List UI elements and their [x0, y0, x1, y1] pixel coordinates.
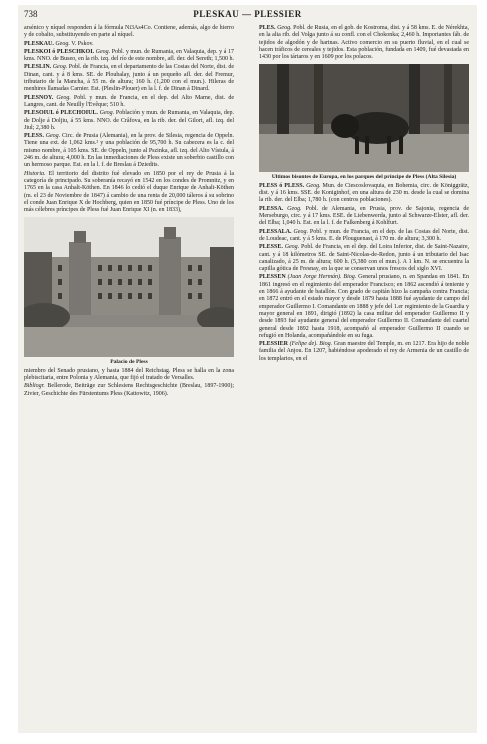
encyclopedia-page — [18, 5, 477, 733]
bison-figure — [259, 64, 469, 180]
entry-headword: PLESOIUL ó PLECHOIUL. — [24, 110, 98, 117]
left-entries-after-figure — [24, 368, 234, 398]
dictionary-entry — [259, 183, 469, 205]
entry-text: Bellerode, Beiträge zur Schlesiens Rechtsgeschichte (Breslau, 1897-1900); Zivier, Geschichte des Fürstentums Pless (Kattowitz, 1906). — [24, 383, 235, 397]
dictionary-entry — [24, 171, 234, 215]
entry-headword: PLESS ó PLESS. — [259, 182, 305, 189]
entry-category: Geog. — [52, 64, 68, 71]
dictionary-entry — [259, 25, 469, 61]
palace-caption: Palacio de Pless — [110, 359, 148, 366]
page-number: 738 — [24, 9, 38, 19]
entry-headword: PLESNOY. — [24, 94, 54, 101]
dictionary-entry — [24, 64, 234, 93]
entry-headword: PLESS. — [24, 133, 44, 140]
entry-headword: PLESSEN — [259, 274, 286, 281]
entry-category: Geog. — [55, 40, 70, 47]
dictionary-entry — [24, 41, 234, 48]
entry-headword: PLESSALA. — [259, 228, 292, 235]
entry-text: Pobl. y mun. de Francia, en el dep. de las Costas del Norte, dist. de Loudeac, cant. y á 5 kms. E. de Plouguenast, á 170 m. de altura; 3,300 h. — [259, 228, 469, 242]
dictionary-entry — [24, 368, 234, 383]
palace-figure — [24, 217, 234, 365]
entry-category: Bibliogr. — [24, 383, 45, 390]
bison-photo — [259, 64, 469, 172]
entry-headword: PLESSIER — [259, 341, 289, 348]
entry-category: Geog. — [45, 133, 61, 140]
entry-text: General prusiano, n. en Spandau en 1841. En 1861 ingresó en el regimiento del emperador Francisco; en 1862 ascendió á teniente y en 1866 á ayudante de batallón. Con grado de capitán hizo la campaña contra Francia; en 1872 entró en el estado mayor y desde 1879 hasta 1888 fué ayudante de campo del emperador Guillermo I. Comandante en 1888 y jefe del 1.er regimiento de la Guardia y mayor general en 1891, dirigió (1892) la casa militar del emperador Guillermo II y desde 1893 fué ayudante general del emperador Guillermo II. Comandante del cuartel general desde 1892 hasta 1918, acompañó al emperador Guillermo II cuando se refugió en Holanda, acompañándole en su fuga. — [259, 274, 470, 339]
entry-text: Pobl. de Francia, en el departamento de las Costas del Norte, dist. de Dinan, cant. y á 8 kms. SE. de Ploubalay, junto á un pequeño afl. der. del Fremur, tributario de la Mancha, á 55 m. de altura; 160 h. (1,200 con el mun.). Hileras de menhires llamadas Carnier. Est. (Pleslin-Plouer) en la l. f. de Dinan á Dinard. — [24, 64, 235, 93]
dictionary-entry — [259, 274, 469, 340]
entry-text: Pobl. y mun. de Francia, en el dep. del Alto Marne, dist. de Langres, cant. de Neuilly l'Evêque; 510 h. — [24, 94, 235, 108]
entry-text: miembro del Senado prusiano, y hasta 1884 del Reichstag. Pless se halla en la zona plebiscitaria, entre Polonia y Alemania, que fijó el tratado de Versalles. — [24, 367, 234, 382]
dictionary-entry — [259, 206, 469, 228]
entry-text: Pobl. de Francia, en el dep. del Loira Inferior, dist. de Saint-Nazaire, cant. y á 18 kilómetros SE. de Saint-Nicolas-de-Redon, junto á un tributario del Isac canalizado, á 25 m. de altura; 600 h. (5,380 con el mun.). A 1 km. N. se encuentra la capilla gótica de Fresnay, en la que se conservan unos frescos del siglo XVI. — [259, 244, 470, 273]
entry-text: Pobl. y mun. de Rumania, en Valaquia, dep. y á 17 kms. NNO. de Buseo, en la rib. izq. del río de este nombre, afl. der. del Sereth; 1,500 h. — [24, 48, 234, 63]
running-head: PLESKAU — PLESSIER — [193, 9, 302, 19]
entry-headword: PLESLIN. — [24, 64, 52, 71]
entry-text: Mun. de Ciescoslovaquia, en Bohemia, circ. de Königgrätz, dist. y á 16 kms. SSE. de Koniginhof, en una altura de 230 m. desde la cual se domina la rib. der. del Elba; 1,780 h. (con centros poblaciones). — [259, 182, 470, 204]
entry-text: Circ. de Prusia (Alemania), en la prov. de Silesia, regencia de Oppeln. Tiene una ext. de 1,062 kms.² y una población de 95,700 h. Su cabecera es la c. del mismo nombre, á 105 kms. SE. de Oppeln, junto al Pszinka, afl. izq. del Alto Vístula, á 246 m. de altura; 4,000 h. En las inmediaciones de Pless existe un soberbio castillo con un hermoso parque. Est. en la l. f. de Breslau á Dziedits. — [24, 133, 234, 169]
page-header — [24, 9, 471, 23]
entry-text: Pobl. de Rusia, en el gob. de Kostroma, dist. y á 58 kms. E. de Nérekhta, en la alta rib. del Volga junto á su confl. con el Chokonka; 2,460 h. Importantes fáb. de tejidos de algodón y de harinas. Activo comercio en su puerto fluvial, en el cual se hacen tráficos de cereales y tejidos. Esta población, fundada en 1409, fué devastada en 1430 por los tártaros y en 1609 por los polacos. — [259, 25, 470, 61]
dictionary-entry — [24, 383, 234, 398]
entry-category: Geog. — [56, 94, 71, 101]
entry-category: Geog. — [99, 110, 115, 117]
entry-category: Geog. — [284, 244, 300, 251]
entry-text: Gran maestre del Temple, m. en 1217. Era hijo de noble familia del Anjou. En 1207, habiéndose apoderado el rey de Armenia de un castillo de los templarios, en el — [259, 341, 470, 362]
right-column — [259, 25, 469, 364]
entry-headword: PLES. — [259, 25, 276, 31]
bison-caption: Ultimos bisontes de Europa, en los parques del príncipe de Pless (Alta Silesia) — [271, 174, 457, 181]
entry-text: arsénico y níquel responden á la fórmula Ni3As4Co. Contiene, además, algo de hierro y de cobalto, substituyendo en parte al níquel. — [24, 25, 234, 39]
entry-category: (Juan Jorge Hermán). Biog. — [287, 274, 357, 281]
left-entries — [24, 25, 234, 214]
right-entries-before-figure — [259, 25, 469, 61]
palace-photo — [24, 217, 234, 357]
dictionary-entry — [24, 110, 234, 132]
dictionary-entry — [259, 244, 469, 273]
dictionary-entry — [24, 49, 234, 64]
dictionary-entry — [24, 25, 234, 40]
dictionary-entry — [24, 133, 234, 169]
entry-category: Geog. — [277, 25, 292, 31]
dictionary-entry — [259, 341, 469, 363]
entry-category: Geog. — [306, 182, 321, 189]
entry-category: (Felipe de). Biog. — [289, 341, 333, 348]
entry-headword: PLESSE. — [259, 244, 283, 251]
dictionary-entry — [259, 229, 469, 244]
entry-text: Pobl. de Alemania, en Prusia, prov. de Sajonia, regencia de Merseburgo, circ. y á 17 kms. ESE. de Liebenwerda, junto al Schwarze-Elster, afl. der. del Elba; 1,040 h. Est. en la l. f. de Falkenberg á Kohlfurt. — [259, 205, 470, 227]
entry-category: Geog. — [293, 228, 308, 235]
entry-category: Historia. — [24, 170, 46, 177]
entry-headword: PLESSA. — [259, 205, 284, 212]
entry-text: V. Pskov. — [71, 40, 94, 47]
entry-text: El territorio del distrito fué elevado en 1850 por el rey de Prusia á la categoría de principado. Su soberanía recayó en 1542 en los condes de Promnitz, y en 1765 en la casa Anhalt-Köthen. En 1846 lo cedió el duque Enrique de Anhalt-Köthen (m. el 23 de Noviembre de 1847) á cambio de una renta de 20,000 táleros á su sobrino el conde Juan Enrique X de Hochberg, quien en 1850 fué príncipe de Pless. Uno de los más célebres príncipes de Pless fué Juan Enrique XI (n. en 1833), — [24, 170, 234, 214]
right-entries — [259, 183, 469, 363]
left-column — [24, 25, 234, 399]
entry-headword: PLESKAU. — [24, 40, 54, 47]
entry-category: Geog. — [95, 48, 111, 55]
entry-text: Población y mun. de Rumania, en Valaquia, dep. de Dolje á Doljiu, á 55 kms. NNO. de Crâfova, en la rib. der. del Gilort, afl. izq. del Jiul; 2,380 h. — [24, 110, 235, 131]
dictionary-entry — [24, 95, 234, 110]
entry-headword: PLESKOI ó PLESCHKOI. — [24, 48, 95, 55]
entry-category: Geog. — [287, 205, 302, 212]
